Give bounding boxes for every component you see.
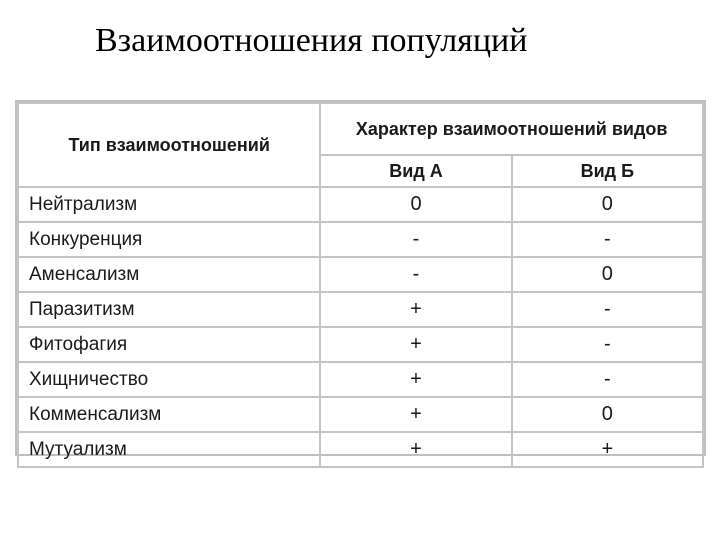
relationships-table	[17, 102, 704, 468]
row-type-cell: Паразитизм	[18, 292, 320, 327]
species-b-cell: -	[512, 327, 703, 362]
species-b-cell: -	[512, 222, 703, 257]
header-species-b: Вид Б	[512, 155, 703, 187]
species-b-cell: 0	[512, 397, 703, 432]
header-relationship-character: Характер взаимоотношений видов	[320, 103, 703, 155]
row-type-cell: Конкуренция	[18, 222, 320, 257]
page-title: Взаимоотношения популяций	[95, 22, 528, 59]
species-b-cell: -	[512, 362, 703, 397]
header-relationship-type: Тип взаимоотношений	[18, 103, 320, 187]
species-a-cell: +	[320, 432, 511, 467]
species-b-cell: 0	[512, 257, 703, 292]
table-row	[18, 432, 703, 467]
relationships-table-container	[15, 100, 706, 460]
species-a-cell: -	[320, 222, 511, 257]
species-a-cell: 0	[320, 187, 511, 222]
table-row	[18, 187, 703, 222]
species-a-cell: +	[320, 362, 511, 397]
species-a-cell: -	[320, 257, 511, 292]
species-a-cell: +	[320, 397, 511, 432]
row-type-cell: Аменсализм	[18, 257, 320, 292]
table-row	[18, 292, 703, 327]
row-type-cell: Фитофагия	[18, 327, 320, 362]
header-species-a: Вид А	[320, 155, 511, 187]
species-b-cell: 0	[512, 187, 703, 222]
table-row	[18, 397, 703, 432]
table-row	[18, 327, 703, 362]
species-a-cell: +	[320, 292, 511, 327]
row-type-cell: Комменсализм	[18, 397, 320, 432]
table-row	[18, 362, 703, 397]
species-b-cell: +	[512, 432, 703, 467]
table-row	[18, 257, 703, 292]
table-row	[18, 222, 703, 257]
species-b-cell: -	[512, 292, 703, 327]
table-header-row-1	[18, 103, 703, 155]
species-a-cell: +	[320, 327, 511, 362]
row-type-cell: Нейтрализм	[18, 187, 320, 222]
row-type-cell: Хищничество	[18, 362, 320, 397]
row-type-cell: Мутуализм	[18, 432, 320, 467]
